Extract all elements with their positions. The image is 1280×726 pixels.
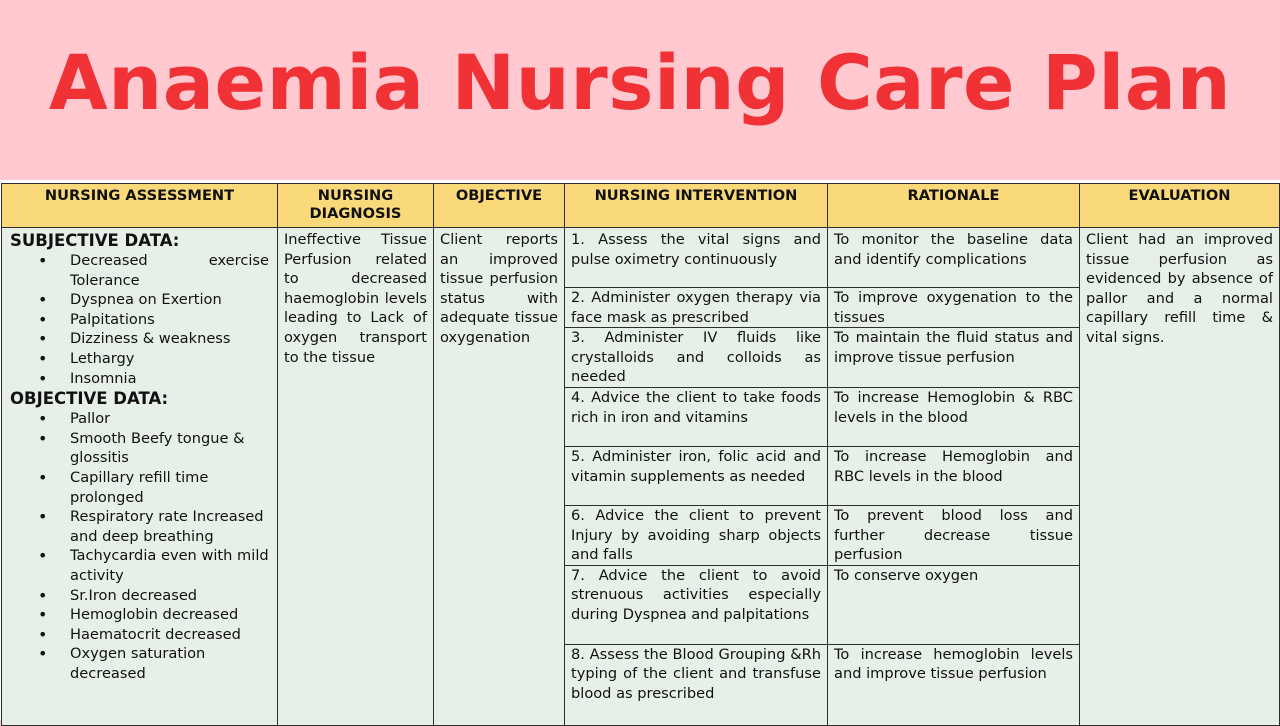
rationale-cell: To improve oxygenation to the tissues — [828, 288, 1080, 328]
intervention-cell: 7. Advice the client to avoid strenuous activities especially during Dyspnea and palpitations — [565, 565, 828, 644]
subjective-list — [10, 251, 269, 388]
diagnosis-cell: Ineffective Tissue Perfusion related to decreased haemoglobin levels leading to Lack of oxygen transport to the tissue — [278, 228, 434, 726]
rationale-cell: To increase Hemoglobin and RBC levels in the blood — [828, 446, 1080, 505]
intervention-cell: 2. Administer oxygen therapy via face mask as prescribed — [565, 288, 828, 328]
objective-label: OBJECTIVE DATA: — [10, 389, 169, 409]
list-item: • Pallor — [10, 409, 269, 429]
list-item: • Sr.Iron decreased — [10, 586, 269, 606]
list-item: • Smooth Beefy tongue & glossitis — [10, 429, 269, 468]
intervention-cell: 3. Administer IV fluids like crystalloids and colloids as needed — [565, 328, 828, 388]
list-item: • Respiratory rate Increased and deep breathing — [10, 507, 269, 546]
intervention-cell: 8. Assess the Blood Grouping &Rh typing of the client and transfuse blood as prescribed — [565, 644, 828, 725]
header-objective: OBJECTIVE — [434, 184, 565, 228]
list-item: • Insomnia — [10, 369, 269, 389]
care-plan-sheet — [0, 180, 1280, 720]
rationale-cell: To monitor the baseline data and identify complications — [828, 228, 1080, 288]
objective-list — [10, 409, 269, 683]
evaluation-cell: Client had an improved tissue perfusion as evidenced by absence of pallor and a normal capillary refill time & vital signs. — [1080, 228, 1280, 726]
header-diagnosis — [278, 184, 434, 228]
header-intervention: NURSING INTERVENTION — [565, 184, 828, 228]
title-banner — [0, 0, 1280, 178]
header-diagnosis-line2: DIAGNOSIS — [309, 205, 402, 222]
care-plan-table — [1, 183, 1280, 726]
rationale-cell: To conserve oxygen — [828, 565, 1080, 644]
list-item: • Capillary refill time prolonged — [10, 468, 269, 507]
header-evaluation: EVALUATION — [1080, 184, 1280, 228]
list-item: • Haematocrit decreased — [10, 625, 269, 645]
rationale-cell: To increase Hemoglobin & RBC levels in the blood — [828, 387, 1080, 446]
subjective-label: SUBJECTIVE DATA: — [10, 231, 180, 250]
rationale-cell: To maintain the fluid status and improve tissue perfusion — [828, 328, 1080, 388]
objective-cell: Client reports an improved tissue perfusion status with adequate tissue oxygenation — [434, 228, 565, 726]
intervention-cell: 6. Advice the client to prevent Injury by avoiding sharp objects and falls — [565, 505, 828, 565]
table-row — [2, 228, 1280, 288]
list-item: • Tachycardia even with mild activity — [10, 546, 269, 585]
intervention-cell: 1. Assess the vital signs and pulse oximetry continuously — [565, 228, 828, 288]
list-item: • Dizziness & weakness — [10, 329, 269, 349]
list-item: • Decreased exercise Tolerance — [10, 251, 269, 290]
list-item: • Oxygen saturation decreased — [10, 644, 269, 683]
list-item: • Dyspnea on Exertion — [10, 290, 269, 310]
header-diagnosis-line1: NURSING — [317, 187, 394, 204]
page-title: Anaemia Nursing Care Plan — [48, 37, 1232, 127]
header-rationale: RATIONALE — [828, 184, 1080, 228]
list-item: • Hemoglobin decreased — [10, 605, 269, 625]
assessment-cell — [2, 228, 278, 726]
rationale-cell: To prevent blood loss and further decrease tissue perfusion — [828, 505, 1080, 565]
intervention-cell: 5. Administer iron, folic acid and vitamin supplements as needed — [565, 446, 828, 505]
intervention-cell: 4. Advice the client to take foods rich in iron and vitamins — [565, 387, 828, 446]
list-item: • Palpitations — [10, 310, 269, 330]
list-item: • Lethargy — [10, 349, 269, 369]
header-assessment: NURSING ASSESSMENT — [2, 184, 278, 228]
rationale-cell: To increase hemoglobin levels and improve tissue perfusion — [828, 644, 1080, 725]
header-row — [2, 184, 1280, 228]
